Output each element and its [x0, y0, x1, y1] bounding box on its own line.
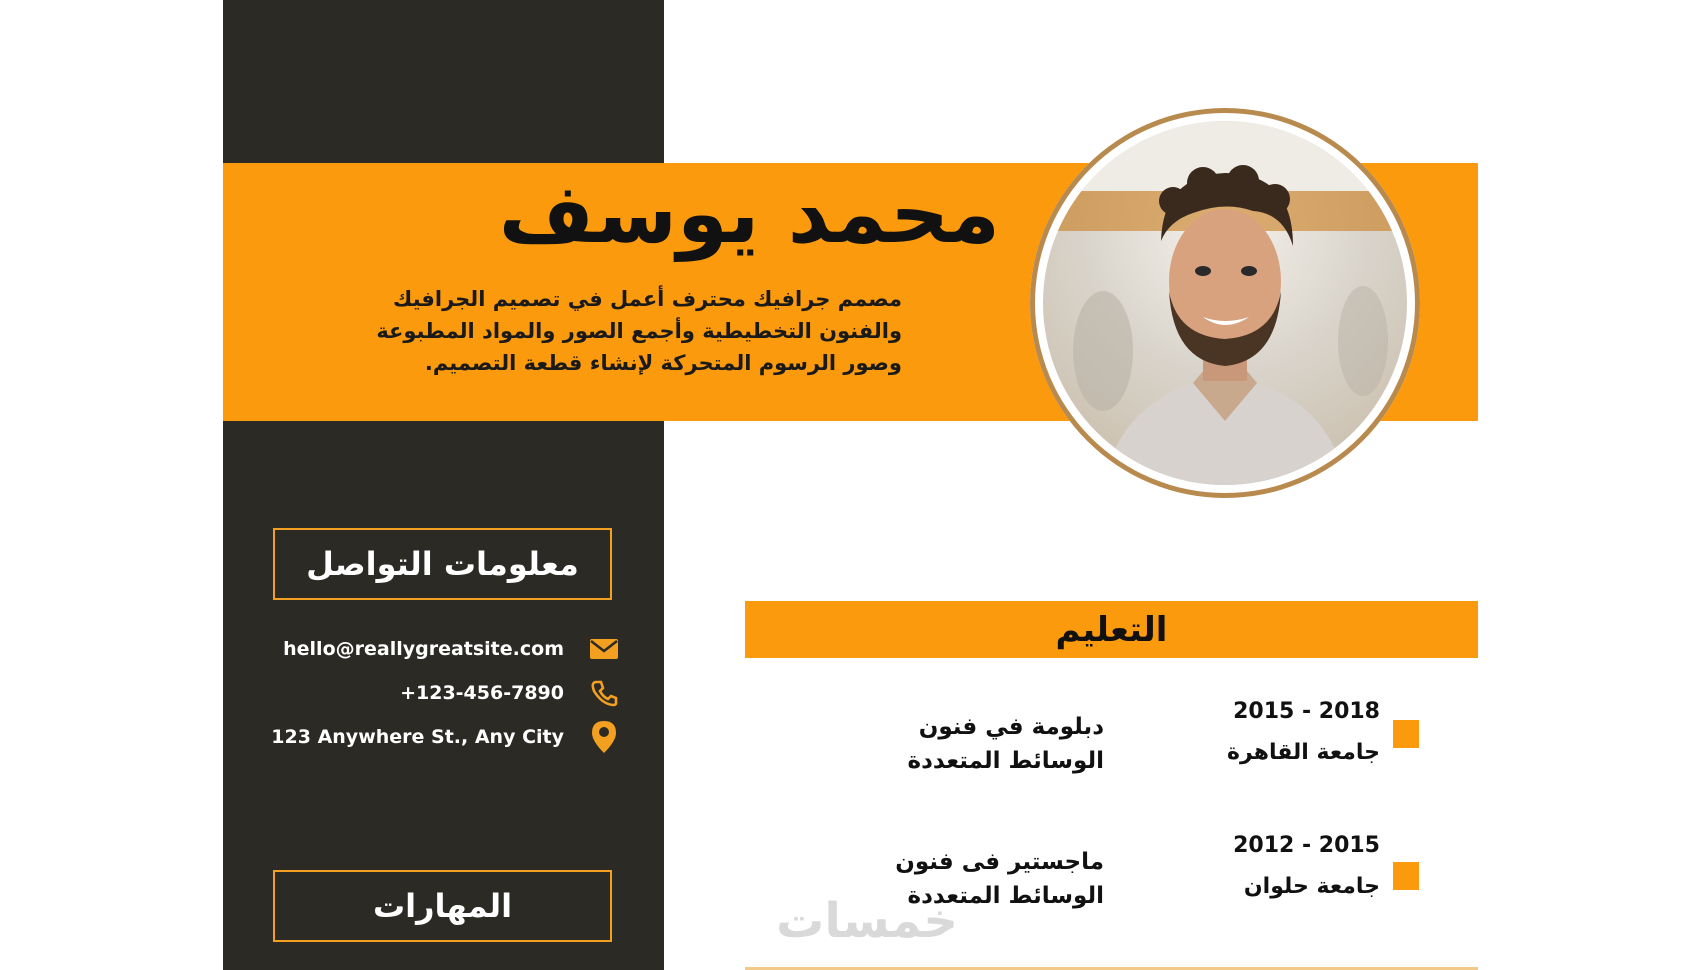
person-illustration — [1043, 121, 1407, 485]
person-name: محمد يوسف — [498, 167, 1000, 262]
degree-line: الوسائط المتعددة — [907, 883, 1104, 909]
education-school-2: جامعة حلوان — [1243, 874, 1380, 899]
contact-address-row — [260, 719, 620, 755]
degree-line: دبلومة في فنون — [918, 714, 1104, 740]
education-section-title: التعليم — [745, 601, 1478, 658]
contact-email-row — [260, 631, 620, 667]
location-pin-icon — [588, 721, 620, 753]
education-bullet — [1393, 720, 1419, 748]
education-degree-1 — [860, 710, 1104, 778]
mail-icon — [588, 633, 620, 665]
phone-text: +123-456-7890 — [400, 682, 564, 704]
address-text: 123 Anywhere St., Any City — [271, 726, 564, 748]
phone-icon — [588, 677, 620, 709]
email-text: hello@reallygreatsite.com — [283, 638, 564, 660]
profile-photo — [1043, 121, 1407, 485]
education-bullet — [1393, 862, 1419, 890]
skills-section-title: المهارات — [273, 870, 612, 942]
degree-line: ماجستير فى فنون — [895, 849, 1104, 875]
sidebar — [223, 0, 664, 970]
education-years-1: 2015 - 2018 — [1233, 699, 1380, 724]
contact-section-title: معلومات التواصل — [273, 528, 612, 600]
contact-phone-row — [260, 675, 620, 711]
education-years-2: 2012 - 2015 — [1233, 833, 1380, 858]
profile-summary: مصمم جرافيك محترف أعمل في تصميم الجرافيك والفنون التخطيطية وأجمع الصور والمواد المطبوعة وصور الرسوم المتحركة لإنشاء قطعة التصميم. — [376, 287, 902, 375]
watermark-logo: خمسات — [776, 893, 958, 949]
education-school-1: جامعة القاهرة — [1227, 740, 1380, 765]
degree-line: الوسائط المتعددة — [907, 748, 1104, 774]
